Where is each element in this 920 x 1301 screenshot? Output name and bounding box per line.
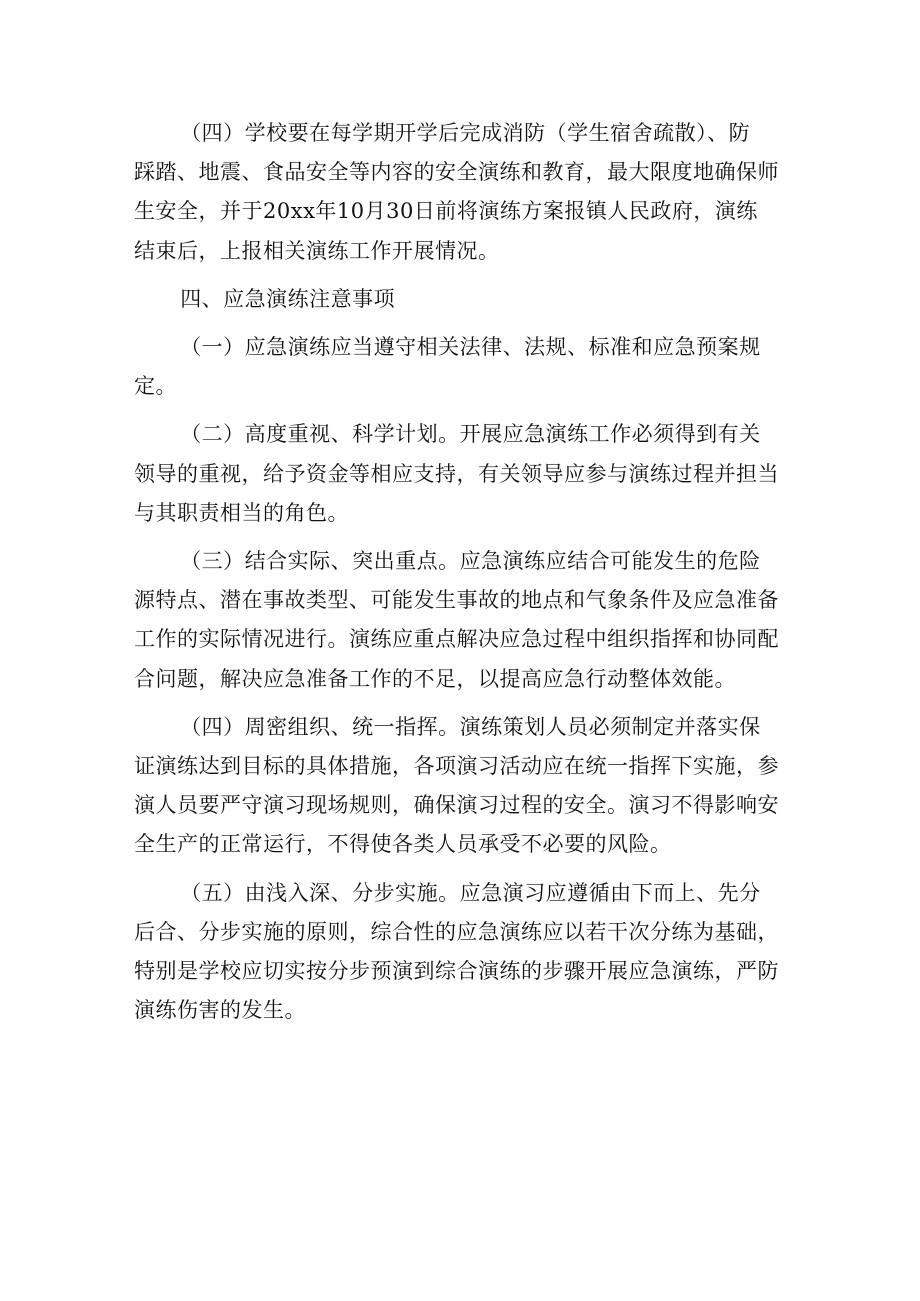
paragraph-item-4: （四）周密组织、统一指挥。演练策划人员必须制定并落实保 证演练达到目标的具体措施，各项演习活动应在统一指挥下实施，参 演人员要严守演习现场规则，确保演习过程的安全。演习不得影响安 全生产的正常运行，不得使各类人员承受不必要的风险。: [134, 714, 779, 857]
paragraph-school-drills: （四）学校要在每学期开学后完成消防（学生宿舍疏散）、防 踩踏、地震、食品安全等内容的安全演练和教育，最大限度地确保师 生安全，并于20xx年10月30日前将演练方案报镇人民政府，演练 结束后，上报相关演练工作开展情况。: [134, 121, 779, 263]
paragraph-item-5: （五）由浅入深、分步实施。应急演习应遵循由下而上、先分 后合、分步实施的原则，综合性的应急演练应以若干次分练为基础， 特别是学校应切实按分步预演到综合演练的步骤开展应急演练，严防 演练伤害的发生。: [134, 880, 779, 1023]
paragraph-item-3: （三）结合实际、突出重点。应急演练应结合可能发生的危险 源特点、潜在事故类型、可能发生事故的地点和气象条件及应急准备 工作的实际情况进行。演练应重点解决应急过程中组织指挥和协同配 合问题，解决应急准备工作的不足，以提高应急行动整体效能。: [134, 549, 779, 691]
paragraph-item-1: （一）应急演练应当遵守相关法律、法规、标准和应急预案规 定。: [134, 335, 761, 399]
paragraph-item-2: （二）高度重视、科学计划。开展应急演练工作必须得到有关 领导的重视，给予资金等相应支持，有关领导应参与演练过程并担当 与其职责相当的角色。: [134, 422, 779, 525]
document-body: [134, 114, 796, 1030]
section-heading-precautions: 四、应急演练注意事项: [180, 286, 396, 311]
